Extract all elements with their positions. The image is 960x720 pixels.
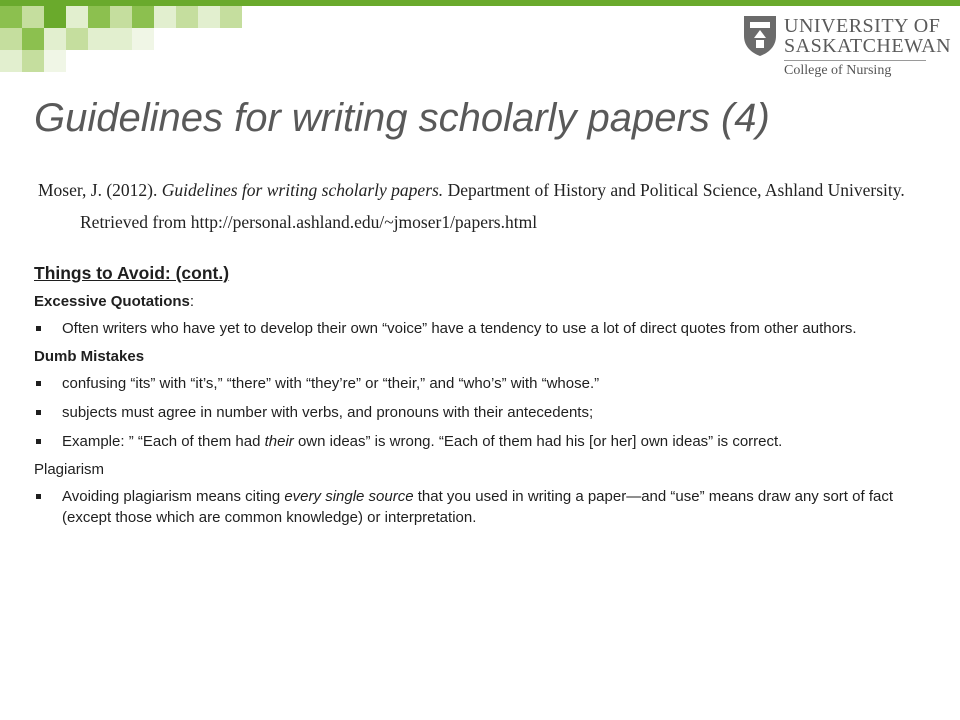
bullet-marker: [36, 410, 41, 415]
list-item-text: subjects must agree in number with verbs, and pronouns with their antecedents;: [62, 404, 594, 421]
shield-crest-icon: [742, 14, 778, 58]
plagiarism-text-italic: every single source: [284, 488, 414, 505]
list-item: [34, 431, 914, 452]
example-text-italic: their: [264, 433, 294, 450]
plagiarism-text-end: that you used in writing a paper—and “use” means draw any sort of fact (except those which are common knowledge) or interpretation.: [62, 488, 893, 526]
bullet-marker: [36, 326, 41, 331]
dumb-mistakes-heading: Dumb Mistakes: [34, 348, 145, 365]
reference-citation: [38, 174, 960, 238]
slide-title: Guidelines for writing scholarly papers (4): [34, 96, 770, 140]
bullet-marker: [36, 494, 41, 499]
logo-divider: [784, 60, 926, 61]
list-item: [34, 486, 914, 528]
list-item: [34, 318, 914, 339]
list-item: [34, 373, 914, 394]
list-item: [34, 402, 914, 423]
excessive-quotations-colon: :: [189, 293, 195, 310]
list-item-text: Often writers who have yet to develop their own “voice” have a tendency to use a lot of direct quotes from other authors.: [62, 320, 857, 337]
plagiarism-text-start: Avoiding plagiarism means citing: [62, 488, 285, 505]
slide-body: [34, 260, 914, 536]
university-logo: [742, 14, 952, 84]
reference-authors: Moser, J. (2012).: [38, 180, 162, 200]
bullet-marker: [36, 381, 41, 386]
section-heading: Things to Avoid: (cont.): [34, 263, 230, 283]
example-text-start: Example: ” “Each of them had: [62, 433, 265, 450]
university-name-line1: UNIVERSITY OF: [784, 15, 941, 37]
excessive-quotations-heading: [34, 292, 914, 312]
example-text-end: own ideas” is wrong. “Each of them had his [or her] own ideas” is correct.: [293, 433, 783, 450]
list-item-text: confusing “its” with “it’s,” “there” with “they’re” or “their,” and “who’s” with “whose.”: [62, 375, 600, 392]
reference-title: Guidelines for writing scholarly papers.: [161, 180, 444, 200]
list-item-text: [62, 486, 914, 528]
bullet-marker: [36, 439, 41, 444]
college-name: College of Nursing: [784, 63, 892, 78]
university-name-line2: SASKATCHEWAN: [784, 35, 952, 57]
reference-source: Department of History and Political Science, Ashland University. Retrieved from http://personal.ashland.edu/~jmoser1/papers.html: [80, 180, 905, 232]
plagiarism-heading: Plagiarism: [34, 461, 105, 478]
excessive-quotations-label: Excessive Quotations: [34, 293, 190, 310]
list-item-text: [62, 431, 914, 452]
